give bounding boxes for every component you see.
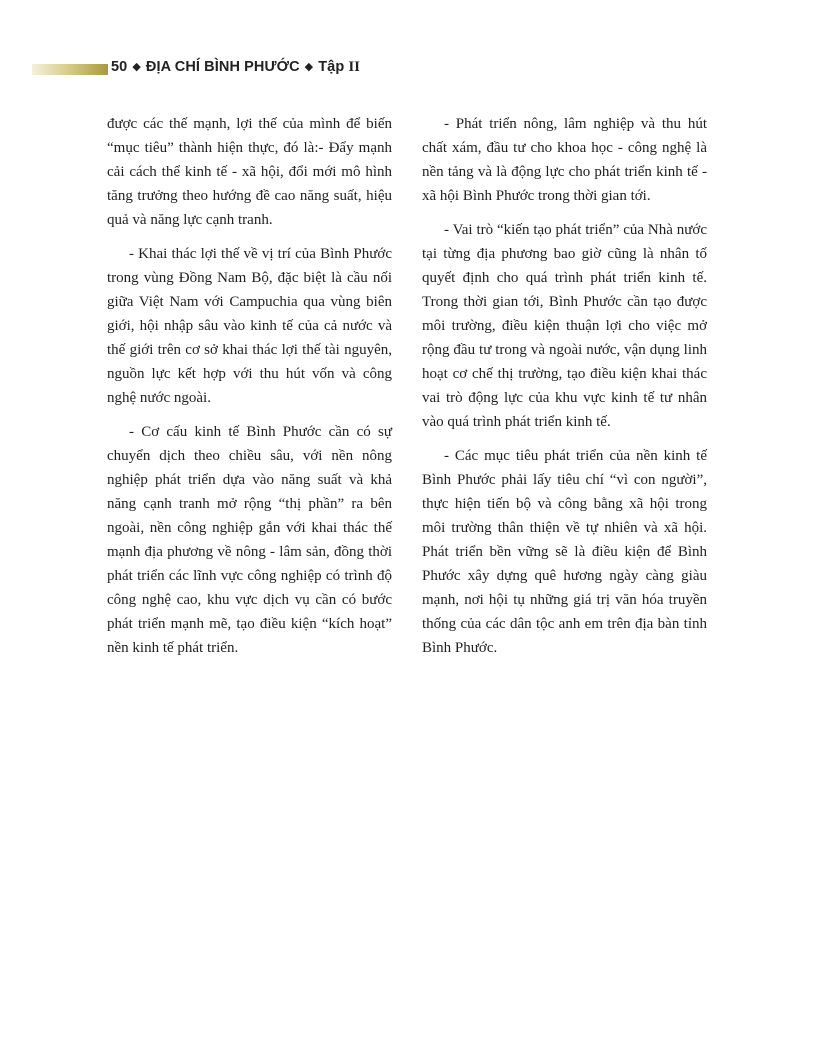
header-gradient-bar — [32, 64, 108, 75]
volume-number: II — [348, 59, 360, 75]
paragraph: được các thế mạnh, lợi thế của mình để biến “mục tiêu” thành hiện thực, đó là:- Đẩy mạnh cải cách thể kinh tế - xã hội, đổi mới mô hình tăng trưởng theo hướng đề cao năng suất, hiệu quả và năng lực cạnh tranh. — [107, 116, 392, 228]
header-text — [111, 59, 360, 76]
diamond-icon: ◆ — [132, 61, 141, 73]
paragraph: - Cơ cấu kinh tế Bình Phước cần có sự chuyển dịch theo chiều sâu, với nền nông nghiệp phát triển dựa vào năng suất và khả năng cạnh tranh mở rộng “thị phần” ra bên ngoài, nền công nghiệp gắn với khai thác thế mạnh địa phương về nông - lâm sản, đồng thời phát triển các lĩnh vực công nghiệp có trình độ công nghệ cao, khu vực dịch vụ cần có bước phát triển mạnh mẽ, tạo điều kiện “kích hoạt” nền kinh tế phát triển. — [107, 424, 392, 656]
paragraph: - Vai trò “kiến tạo phát triển” của Nhà nước tại từng địa phương bao giờ cũng là nhân tố quyết định cho quá trình phát triển kinh tế. Trong thời gian tới, Bình Phước cần tạo được môi trường, điều kiện thuận lợi cho việc mở rộng đầu tư trong và ngoài nước, vận dụng linh hoạt cơ chế thị trường, tạo điều kiện khai thác vai trò động lực của khu vực kinh tế tư nhân vào quá trình phát triển kinh tế. — [422, 222, 707, 430]
paragraph: - Khai thác lợi thế về vị trí của Bình Phước trong vùng Đồng Nam Bộ, đặc biệt là cầu nối giữa Việt Nam với Campuchia qua vùng biên giới, hội nhập sâu vào kinh tế của cả nước và thế giới trên cơ sở khai thác lợi thế tài nguyên, nguồn lực kết hợp với thu hút vốn và công nghệ nước ngoài. — [107, 246, 392, 406]
book-title: ĐỊA CHÍ BÌNH PHƯỚC — [145, 59, 300, 75]
paragraph: - Các mục tiêu phát triển của nền kinh tế Bình Phước phải lấy tiêu chí “vì con người”, thực hiện tiến bộ và công bằng xã hội trong môi trường thân thiện về tự nhiên và xã hội. Phát triển bền vững sẽ là điều kiện để Bình Phước xây dựng quê hương ngày càng giàu mạnh, nơi hội tụ những giá trị văn hóa truyền thống của các dân tộc anh em trên địa bàn tỉnh Bình Phước. — [422, 448, 707, 656]
volume-label: Tập — [318, 59, 345, 75]
left-column — [107, 112, 392, 670]
diamond-icon: ◆ — [304, 61, 314, 73]
running-header — [0, 58, 816, 82]
page-number: 50 — [111, 59, 128, 75]
paragraph: - Phát triển nông, lâm nghiệp và thu hút chất xám, đầu tư cho khoa học - công nghệ là nền tảng và là động lực cho phát triển kinh tế - xã hội Bình Phước trong thời gian tới. — [422, 116, 707, 204]
right-column — [422, 112, 707, 670]
